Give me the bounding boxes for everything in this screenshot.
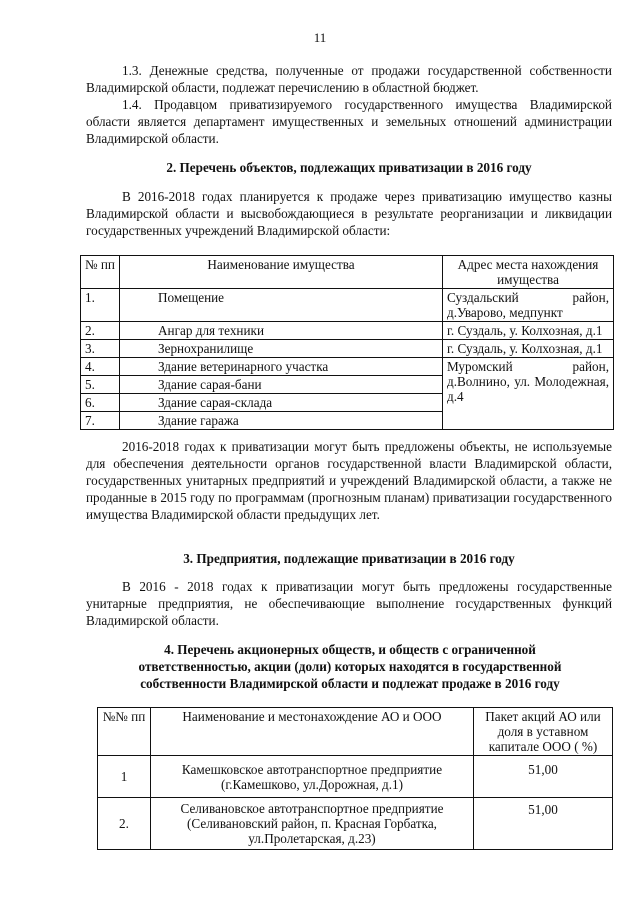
table-row <box>98 756 613 798</box>
column-header-share: Пакет акций АО или доля в уставном капитале ООО ( %) <box>474 708 613 756</box>
company-name: Камешковское автотранспортное предприятие (г.Камешково, ул.Дорожная, д.1) <box>151 756 474 798</box>
column-header-name: Наименование имущества <box>120 256 443 289</box>
property-name: Здание сарая-бани <box>120 376 443 394</box>
table-header-row <box>98 708 613 756</box>
row-number: 7. <box>81 412 120 430</box>
property-name: Здание сарая-склада <box>120 394 443 412</box>
property-name: Здание гаража <box>120 412 443 430</box>
table-row <box>81 289 614 322</box>
companies-table <box>97 707 613 850</box>
row-number: 5. <box>81 376 120 394</box>
share-value: 51,00 <box>474 756 613 798</box>
table-row <box>81 340 614 358</box>
column-header-address: Адрес места нахождения имущества <box>443 256 614 289</box>
table-row <box>98 798 613 850</box>
paragraph-1-4: 1.4. Продавцом приватизируемого государственного имущества Владимирской области является департамент имущественных и земельных отношений администрации Владимирской области. <box>86 97 612 146</box>
property-name: Зернохранилище <box>120 340 443 358</box>
column-header-company: Наименование и местонахождение АО и ООО <box>151 708 474 756</box>
property-address: г. Суздаль, у. Колхозная, д.1 <box>443 340 614 358</box>
row-number: 4. <box>81 358 120 376</box>
property-name: Ангар для техники <box>120 322 443 340</box>
paragraph-1-3: 1.3. Денежные средства, полученные от продажи государственной собственности Владимирской области, подлежат перечислению в областной бюджет. <box>86 63 612 95</box>
table-header-row <box>81 256 614 289</box>
property-table <box>80 255 614 430</box>
property-name: Помещение <box>120 289 443 322</box>
row-number: 3. <box>81 340 120 358</box>
row-number: 1 <box>98 756 151 798</box>
company-name: Селивановское автотранспортное предприятие (Селивановский район, п. Красная Горбатка, ул.Пролетарская, д.23) <box>151 798 474 850</box>
row-number: 2. <box>81 322 120 340</box>
section-2-heading: 2. Перечень объектов, подлежащих приватизации в 2016 году <box>166 160 532 175</box>
share-value: 51,00 <box>474 798 613 850</box>
property-address: Суздальский район, д.Уварово, медпункт <box>443 289 614 322</box>
page-number: 11 <box>313 30 327 45</box>
row-number: 2. <box>98 798 151 850</box>
column-header-number: №№ пп <box>98 708 151 756</box>
property-name: Здание ветеринарного участка <box>120 358 443 376</box>
property-address: Муромский район, д.Волнино, ул. Молодежная, д.4 <box>443 358 614 430</box>
table-row <box>81 322 614 340</box>
section-2-intro: В 2016-2018 годах планируется к продаже через приватизацию имущество казны Владимирской области и высвобождающиеся в результате реорганизации и ликвидации государственных учреждений Владимирской области: <box>86 189 612 238</box>
section-4-heading: 4. Перечень акционерных обществ, и обществ с ограниченной ответственностью, акции (доли) которых находятся в государственной собственности Владимирской области и подлежат продаже в 2016 году <box>138 642 562 691</box>
row-number: 6. <box>81 394 120 412</box>
section-2-after-text: 2016-2018 годах к приватизации могут быть предложены объекты, не используемые для обеспечения деятельности органов государственной власти Владимирской области, государственных унитарных предприятий и учреждений Владимирской области, а также не проданные в 2015 году по программам (прогнозным планам) приватизации государственного имущества Владимирской области предыдущих лет. <box>86 439 612 522</box>
section-3-text: В 2016 - 2018 годах к приватизации могут быть предложены государственные унитарные предприятия, не обеспечивающие выполнение государственных функций Владимирской области. <box>86 579 612 628</box>
row-number: 1. <box>81 289 120 322</box>
column-header-number: № пп <box>81 256 120 289</box>
property-address: г. Суздаль, у. Колхозная, д.1 <box>443 322 614 340</box>
table-row <box>81 358 614 376</box>
section-3-heading: 3. Предприятия, подлежащие приватизации в 2016 году <box>183 551 515 566</box>
